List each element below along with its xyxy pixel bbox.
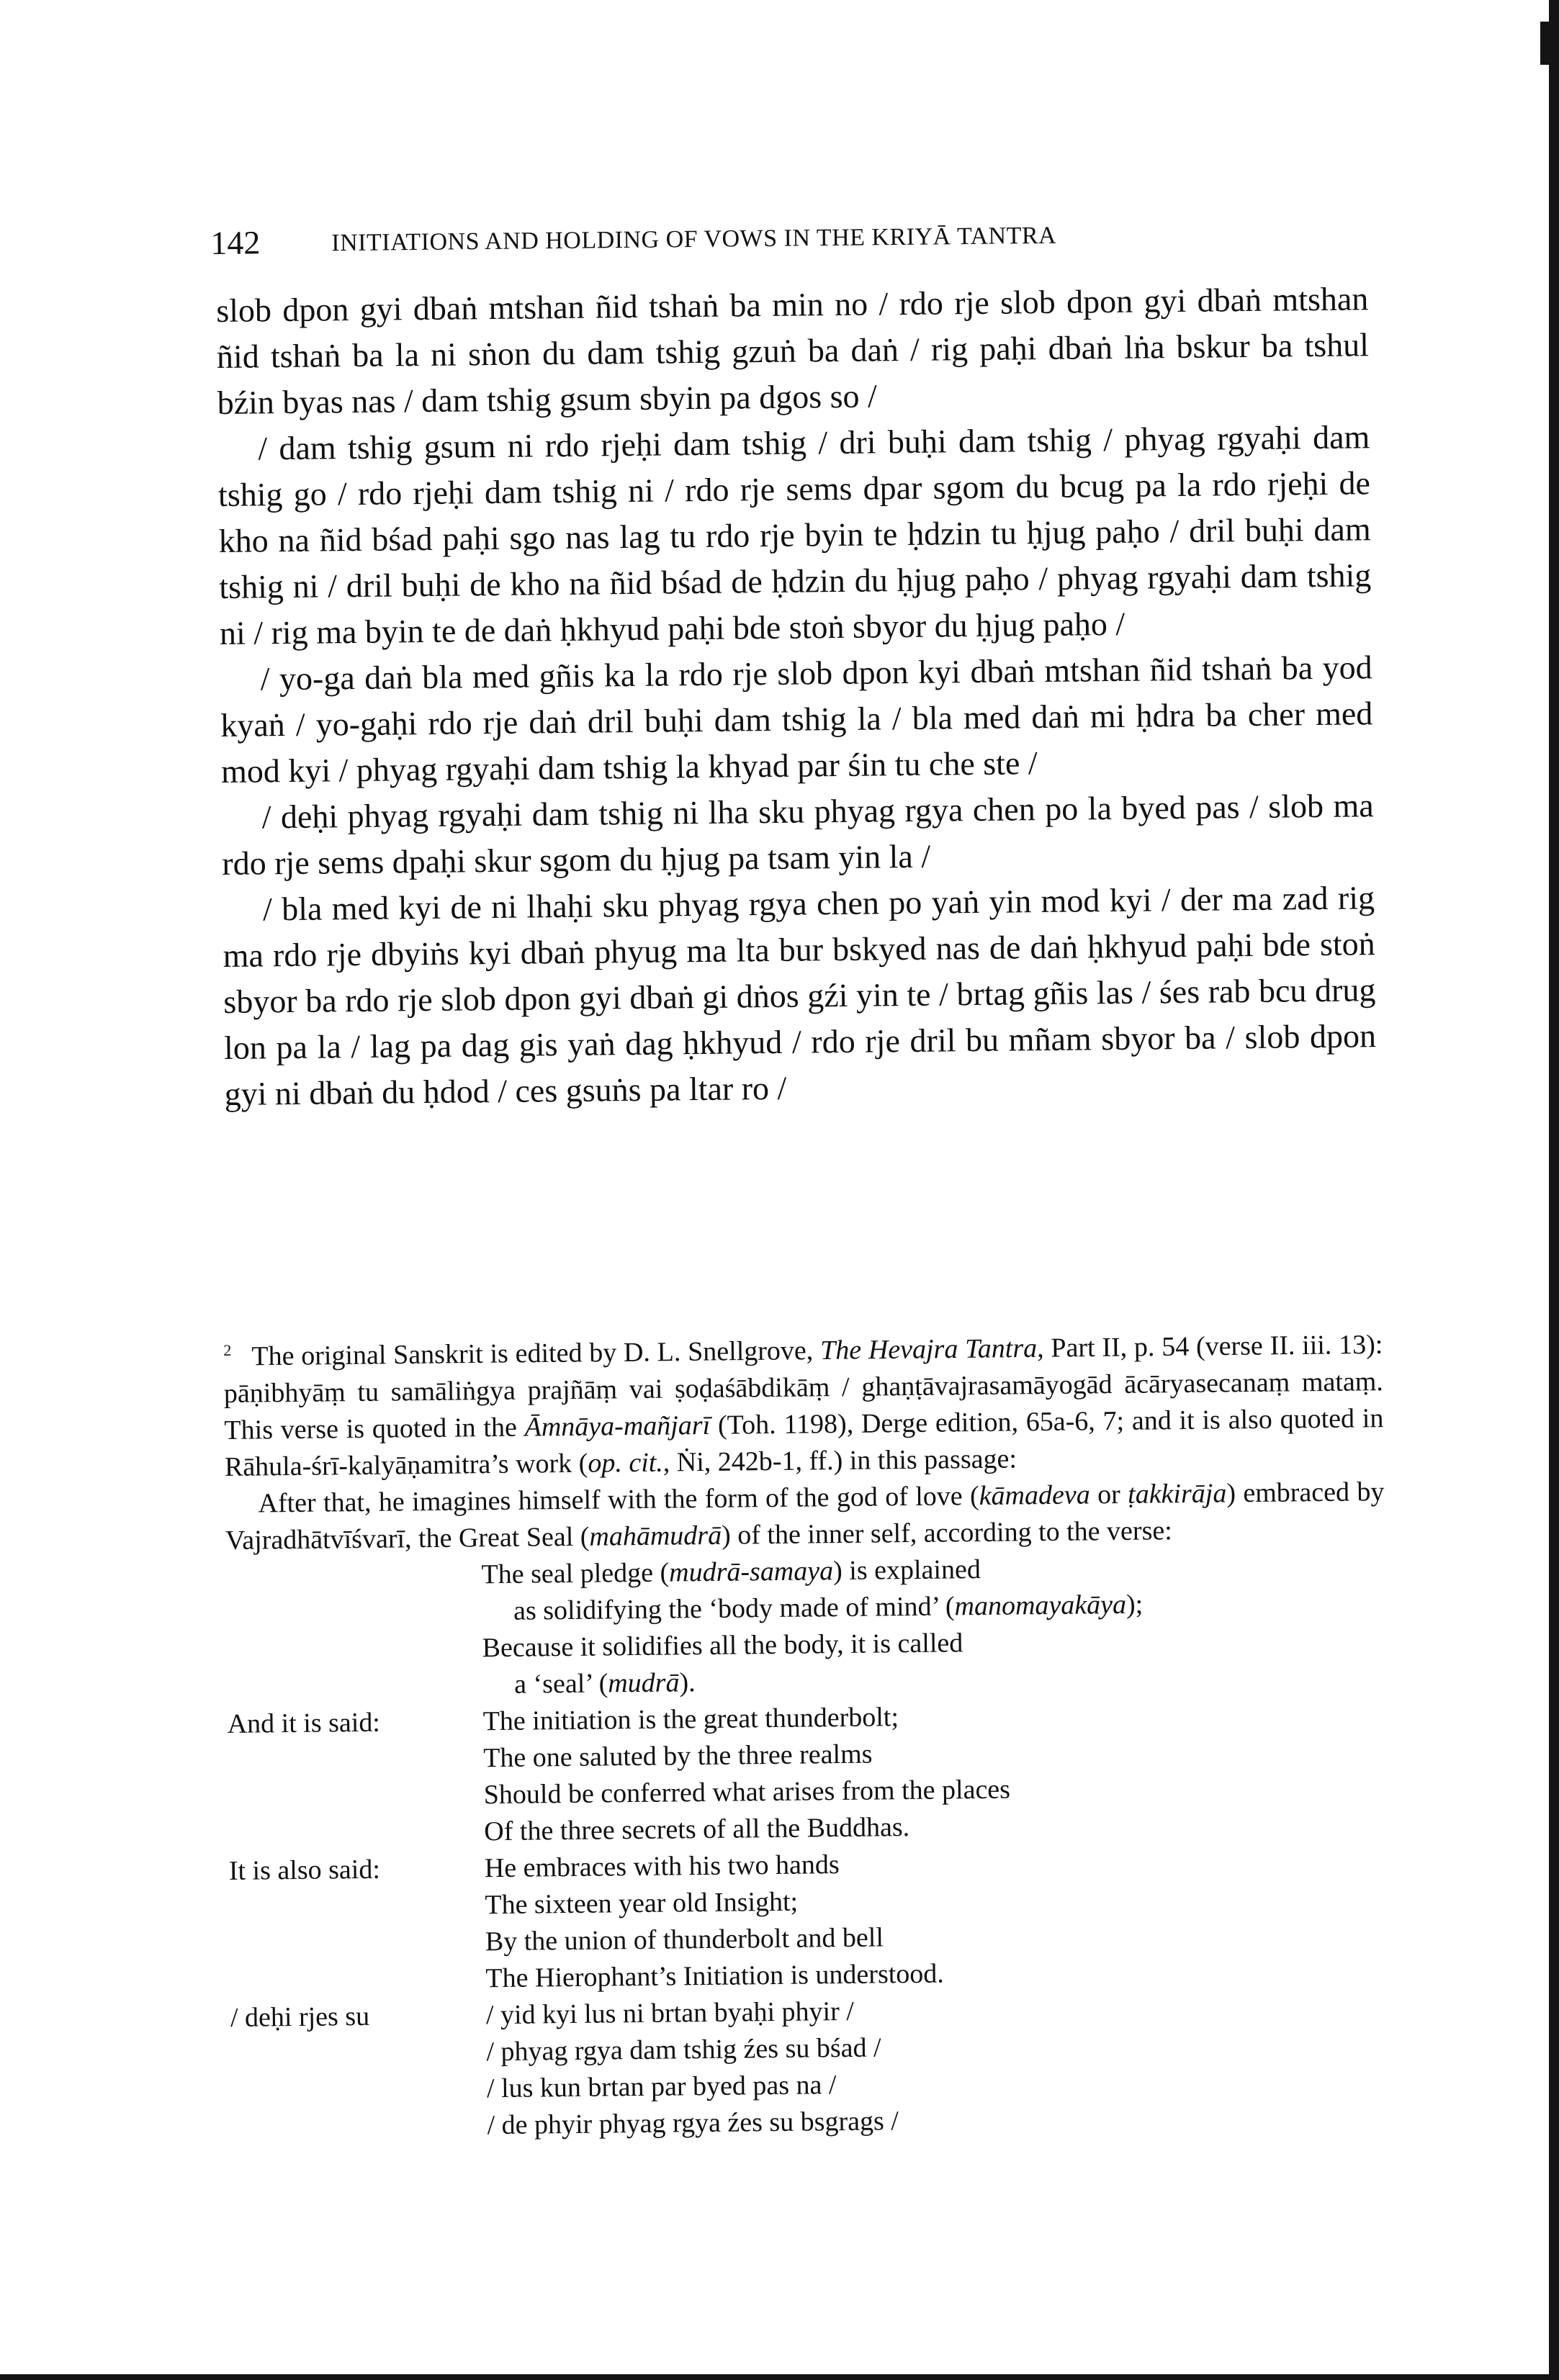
verse-group-4: [230, 1988, 1391, 2147]
page-number: 142: [210, 224, 261, 261]
main-paragraph-1: slob dpon gyi dbaṅ mtshan ñid tshaṅ ba min no / rdo rje slob dpon gyi dbaṅ mtshan ñid tshaṅ ba la ni sṅon du dam tshig gzuṅ ba daṅ / rig paḥi dbaṅ lṅa bskur ba tshul bźin byas nas / dam tshig gsum sbyin pa dgos so /: [216, 280, 1370, 421]
footnote: [223, 1320, 1391, 2146]
footnote-paragraph-1: $^2$ The original Sanskrit is edited by D. L. Snellgrove, The Hevajra Tantra, Part II, p. 54 (verse II. iii. 13): pāṇibhyāṃ tu samāliṅgya prajñāṃ vai ṣoḍaśābdikāṃ / ghaṇṭāvajrasamāyogād ācāryasecanaṃ mataṃ. This verse is quoted in the Āmnāya-mañjarī (Toh. 1198), Derge edition, 65a-6, 7; and it is also quoted in Rāhula-śrī-kalyāṇamitra’s work (op. cit., Ṅi, 242b-1, ff.) in this passage:: [223, 1329, 1384, 1482]
verse-line: The sixteen year old Insight;: [485, 1886, 799, 1920]
verse-label: It is also said:: [228, 1854, 381, 1886]
verse-line: a ‘seal’ (mudrā).: [513, 1667, 696, 1700]
verse-group-3: [229, 1841, 1390, 2000]
verse-line: / de phyir phyag rgya źes su bsgrags /: [487, 2105, 899, 2140]
verse-group-2: [227, 1694, 1388, 1853]
page-edge-shadow-bottom: [0, 2374, 1559, 2380]
page-edge-notch: [1540, 22, 1553, 65]
running-head: INITIATIONS AND HOLDING OF VOWS IN THE KRIYĀ TANTRA: [331, 222, 1057, 257]
verse-line: Of the three secrets of all the Buddhas.: [484, 1811, 910, 1847]
verse-line: The one saluted by the three realms: [482, 1739, 873, 1773]
verse-line: The initiation is the great thunderbolt;: [482, 1701, 899, 1736]
main-paragraph-5: / bla med kyi de ni lhaḥi sku phyag rgya chen po yaṅ yin mod kyi / der ma zad rig ma rdo rje dbyiṅs kyi dbaṅ phyug ma lta bur bskyed nas de daṅ ḥkhyud paḥi bde stoṅ sbyor ba rdo rje slob dpon gyi dbaṅ gi dṅos gźi yin te / brtag gñis las / śes rab bcu drug lon pa la / lag pa dag gis yaṅ dag ḥkhyud / rdo rje dril bu mñam sbyor ba / slob dpon gyi ni dbaṅ du ḥdod / ces gsuṅs pa ltar ro /: [223, 879, 1377, 1112]
verse-line: Should be conferred what arises from the places: [483, 1774, 1011, 1810]
main-text: [216, 276, 1377, 1117]
main-paragraph-4: / deḥi phyag rgyaḥi dam tshig ni lha sku phyag rgya chen po la byed pas / slob ma rdo rje sems dpaḥi skur sgom du ḥjug pa tsam yin la /: [222, 787, 1374, 882]
main-paragraph-3: / yo-ga daṅ bla med gñis ka la rdo rje slob dpon kyi dbaṅ mtshan ñid tshaṅ ba yod kyaṅ / yo-gaḥi rdo rje daṅ dril buḥi dam tshig la / bla med daṅ mi ḥdra ba cher med mod kyi / phyag rgyaḥi dam tshig la khyad par śin tu che ste /: [220, 649, 1373, 790]
verse-line: / lus kun brtan par byed pas na /: [486, 2069, 837, 2104]
verse-line: The seal pledge (mudrā-samaya) is explained: [481, 1554, 981, 1590]
verse-line: The Hierophant’s Initiation is understood.: [485, 1958, 944, 1993]
verse-line: / phyag rgya dam tshig źes su bśad /: [486, 2032, 881, 2067]
verse-block: [225, 1547, 1390, 2147]
verse-line: as solidifying the ‘body made of mind’ (manomayakāya);: [513, 1589, 1144, 1626]
verse-label: And it is said:: [227, 1707, 381, 1739]
footnote-mark: 2: [223, 1340, 232, 1359]
main-paragraph-2: / dam tshig gsum ni rdo rjeḥi dam tshig / dri buḥi dam tshig / phyag rgyaḥi dam tshig go / rdo rjeḥi dam tshig ni / rdo rje sems dpar sgom du bcug pa la rdo rjeḥi de kho na ñid bśad paḥi sgo nas lag tu rdo rje byin te ḥdzin tu ḥjug paḥo / dril buḥi dam tshig ni / dril buḥi de kho na ñid bśad de ḥdzin du ḥjug paḥo / phyag rgyaḥi dam tshig ni / rig ma byin te de daṅ ḥkhyud paḥi bde stoṅ sbyor du ḥjug paḥo /: [217, 418, 1372, 652]
page-edge-shadow-right: [1549, 0, 1559, 2380]
verse-line: He embraces with his two hands: [484, 1849, 840, 1883]
verse-label: / deḥi rjes su: [230, 2001, 370, 2033]
footnote-paragraph-2: After that, he imagines himself with the form of the god of love (kāmadeva or ṭakkirāja) embraced by Vajradhātvīśvarī, the Great Seal (mahāmudrā) of the inner self, according to the verse:: [225, 1476, 1385, 1556]
verse-line: By the union of thunderbolt and bell: [485, 1922, 884, 1957]
verse-line: / yid kyi lus ni brtan byaḥi phyir /: [485, 1996, 855, 2030]
verse-line: Because it solidifies all the body, it is called: [482, 1627, 963, 1663]
page-header: [210, 209, 1392, 265]
verse-group-1: [225, 1547, 1386, 1706]
